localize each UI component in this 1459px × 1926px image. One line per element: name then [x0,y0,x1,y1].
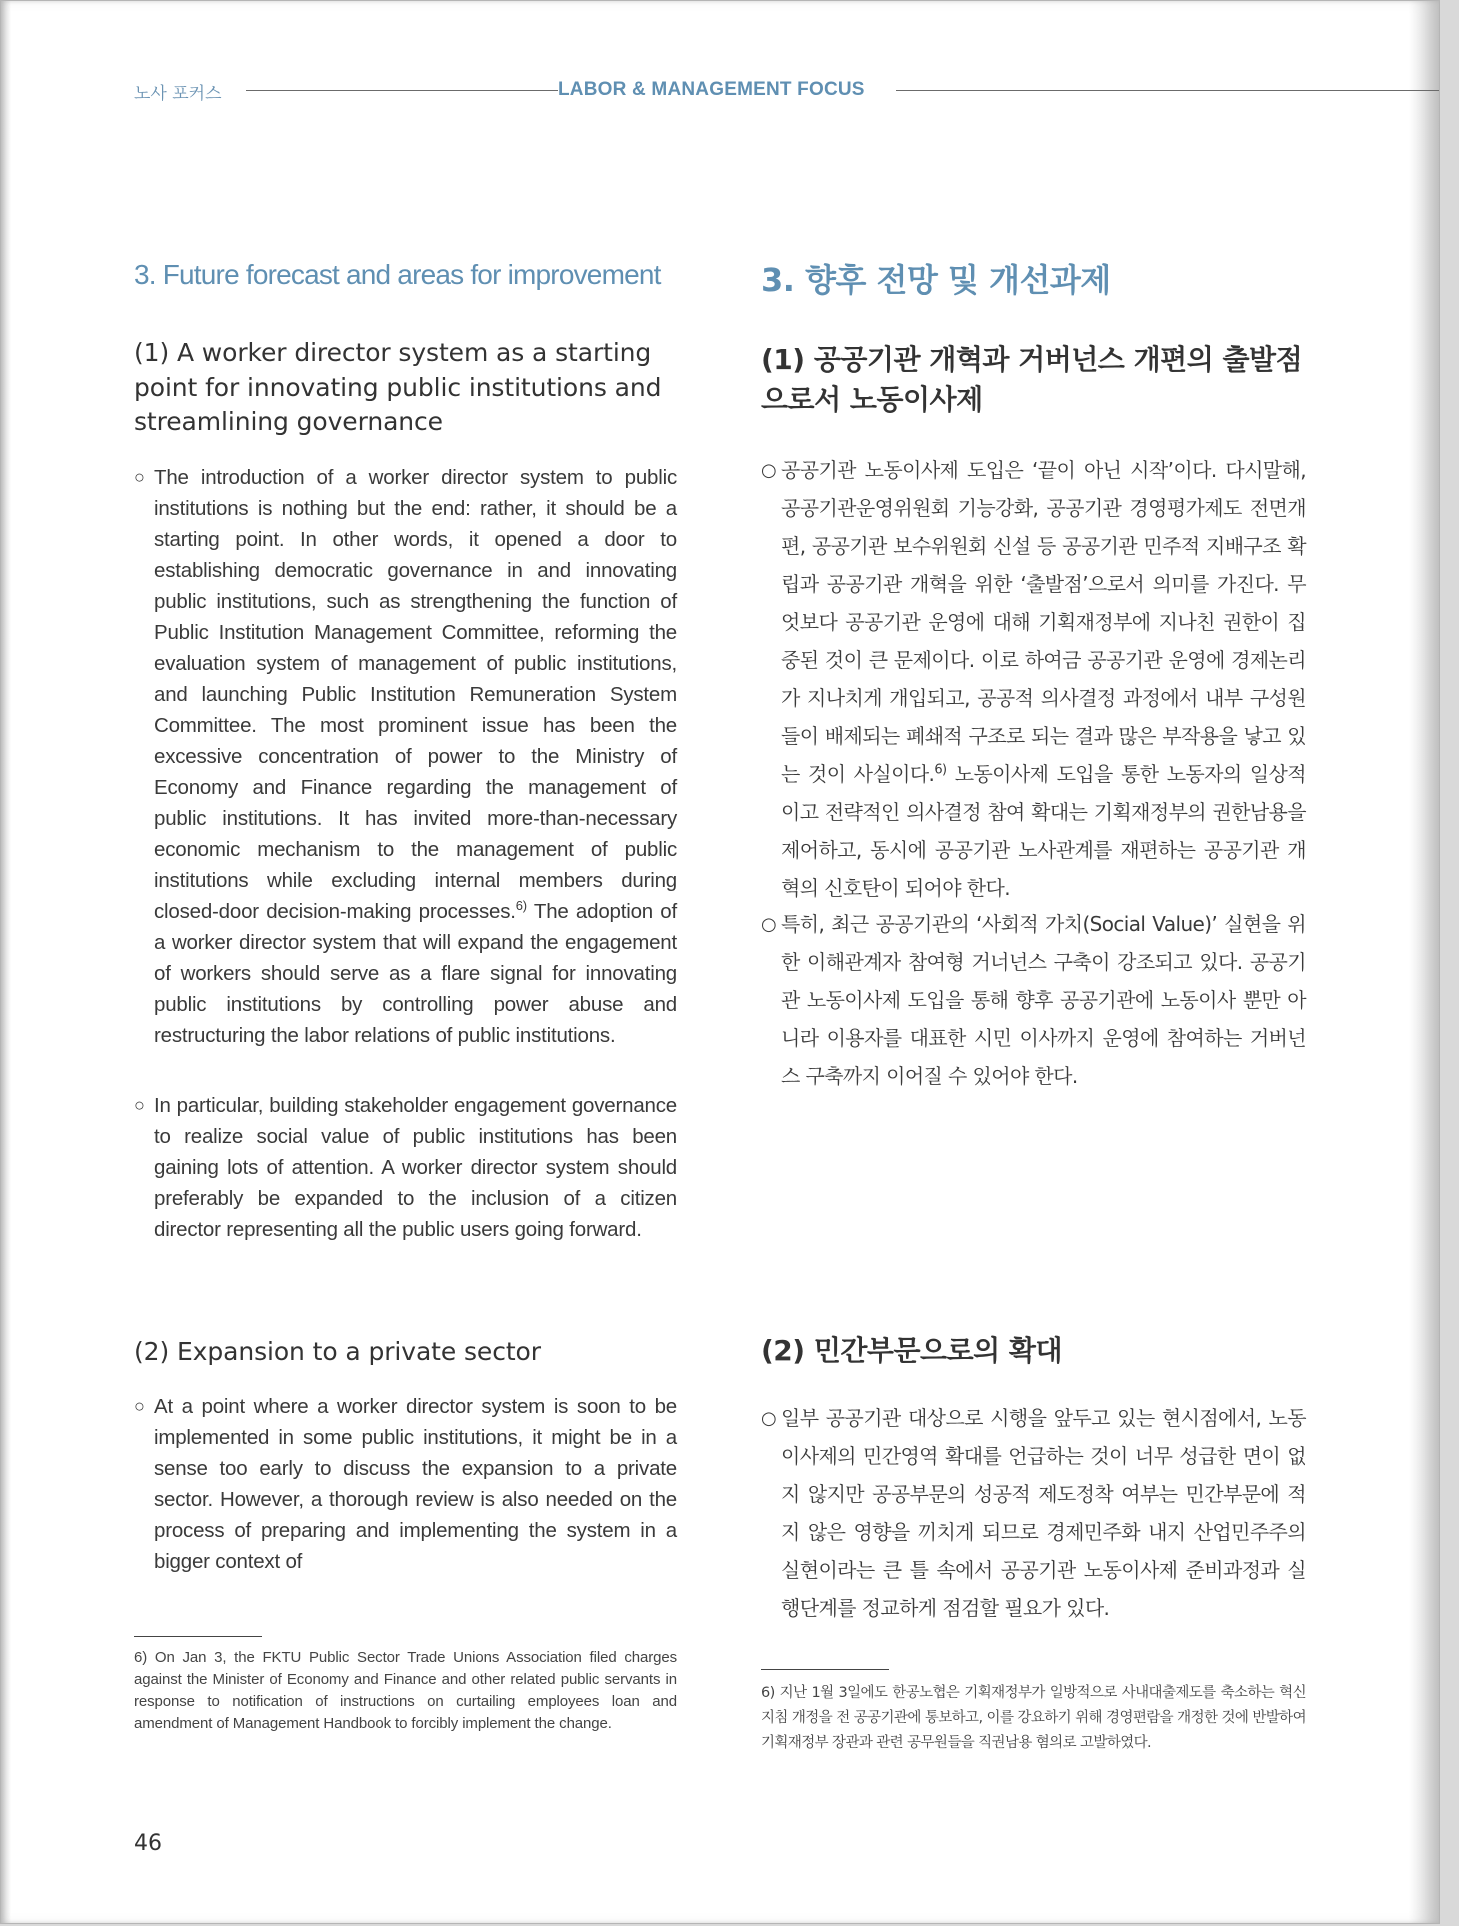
kr-paragraph-3 [761,1399,1306,1627]
kr-paragraph-2-text: 특히, 최근 공공기관의 ‘사회적 가치(Social Value)’ 실현을 위한 이해관계자 참여형 거너넌스 구축이 강조되고 있다. 공공기관 노동이사제 도입을 통해 향후 공공기관에 노동이사 뿐만 아니라 이용자를 대표한 시민 이사까지 운영에 참여하는 거버넌스 구축까지 이어질 수 있어야 한다. [781,912,1306,1088]
en-footnote-text: On Jan 3, the FKTU Public Sector Trade Unions Association filed charges against the Minister of Economy and Finance and other related public servants in response to notification of instructions on curtailing employees loan and amendment of Management Handbook to forcibly implement the change. [134,1649,677,1732]
header-en-label: LABOR & MANAGEMENT FOCUS [558,79,865,100]
page-edge-shadow [1409,1,1439,1923]
kr-paragraph-1-text-b: 노동이사제 도입을 통한 노동자의 일상적이고 전략적인 의사결정 참여 확대는 기획재정부의 권한남용을 제어하고, 동시에 공공기관 노사관계를 재편하는 공공기관 개혁의 신호탄이 되어야 한다. [781,762,1306,900]
kr-footnote-ref: 6) [934,762,947,778]
en-paragraph-3-text: At a point where a worker director system is soon to be implemented in some public institutions, it might be in a sense too early to discuss the expansion to a private sector. However, a thorough review is also needed on the process of preparing and implementing the system in a bigger context of [154,1395,677,1573]
en-paragraph-1 [134,462,677,1051]
kr-footnote-number: 6) [761,1685,775,1701]
korean-column [761,1,1306,1924]
en-paragraph-3 [134,1391,677,1577]
page-number: 46 [134,1831,162,1856]
english-column [134,1,677,1924]
en-footnote-ref: 6) [515,898,527,914]
bullet-mark: ○ [134,1095,145,1115]
kr-footnote-rule [761,1669,889,1670]
en-paragraph-2-text: In particular, building stakeholder engagement governance to realize social value of public institutions has been gaining lots of attention. A worker director system should preferably be expanded to the inclusion of a citizen director representing all the public users going forward. [154,1094,677,1241]
en-paragraph-2 [134,1090,677,1245]
bullet-mark: ○ [761,914,777,935]
bullet-mark: ○ [761,1408,777,1429]
bullet-mark: ○ [134,1396,145,1416]
bullet-mark: ○ [761,460,777,481]
header-kr-label: 노사 포커스 [134,84,222,104]
kr-section-title: 3. 향후 전망 및 개선과제 [761,261,1111,299]
en-footnote-number: 6) [134,1649,148,1666]
en-subsection-2-title: (2) Expansion to a private sector [134,1337,541,1366]
en-footnote-rule [134,1636,262,1637]
en-paragraph-1-text-b: The adoption of a worker director system that will expand the engagement of workers should serve as a flare signal for innovating public institutions by controlling power abuse and restructuring the labor relations of public institutions. [154,900,677,1047]
kr-footnote-text: 지난 1월 3일에도 한공노협은 기획재정부가 일방적으로 사내대출제도를 축소하는 혁신지침 개정을 전 공공기관에 통보하고, 이를 강요하기 위해 경영편람을 개정한 것에 반발하여 기획재정부 장관과 관련 공무원들을 직권남용 혐의로 고발하였다. [761,1685,1306,1751]
en-paragraph-1-text-a: The introduction of a worker director system to public institutions is nothing but the end: rather, it should be a starting point. In other words, it opened a door to establishing democratic governance in and innovating public institutions, such as strengthening the function of Public Institution Management Committee, reforming the evaluation system of management of public institutions, and launching Public Institution Remuneration System Committee. The most prominent issue has been the excessive concentration of power to the Ministry of Economy and Finance regarding the management of public institutions. It has invited more-than-necessary economic mechanism to the management of public institutions while excluding internal members during closed-door decision-making processes. [154,466,677,923]
kr-paragraph-3-text: 일부 공공기관 대상으로 시행을 앞두고 있는 현시점에서, 노동이사제의 민간영역 확대를 언급하는 것이 너무 성급한 면이 없지 않지만 공공부문의 성공적 제도정착 여부는 민간부문에 적지 않은 영향을 끼치게 되므로 경제민주화 내지 산업민주주의 실현이라는 큰 틀 속에서 공공기관 노동이사제 준비과정과 실행단계를 정교하게 점검할 필요가 있다. [781,1406,1306,1620]
kr-paragraph-2 [761,905,1306,1095]
kr-subsection-1-title: (1) 공공기관 개혁과 거버넌스 개편의 출발점으로서 노동이사제 [761,343,1303,416]
kr-subsection-2-title: (2) 민간부문으로의 확대 [761,1334,1063,1367]
page-binding-shadow [1,1,11,1923]
bullet-mark: ○ [134,467,145,487]
kr-footnote [761,1681,1306,1756]
en-subsection-1-title: (1) A worker director system as a starting point for innovating public institutions and streamlining governance [134,338,662,436]
kr-paragraph-1-text-a: 공공기관 노동이사제 도입은 ‘끝이 아닌 시작’이다. 다시말해, 공공기관운영위원회 기능강화, 공공기관 경영평가제도 전면개편, 공공기관 보수위원회 신설 등 공공기관 민주적 지배구조 확립과 공공기관 개혁을 위한 ‘출발점’으로서 의미를 가진다. 무엇보다 공공기관 운영에 대해 기획재정부에 지나친 권한이 집중된 것이 큰 문제이다. 이로 하여금 공공기관 운영에 경제논리가 지나치게 개입되고, 공공적 의사결정 과정에서 내부 구성원들이 배제되는 폐쇄적 구조로 되는 결과 많은 부작용을 낳고 있는 것이 사실이다. [781,458,1306,786]
kr-paragraph-1 [761,451,1306,907]
en-footnote [134,1647,677,1735]
en-section-title: 3. Future forecast and areas for improvement [134,259,661,290]
